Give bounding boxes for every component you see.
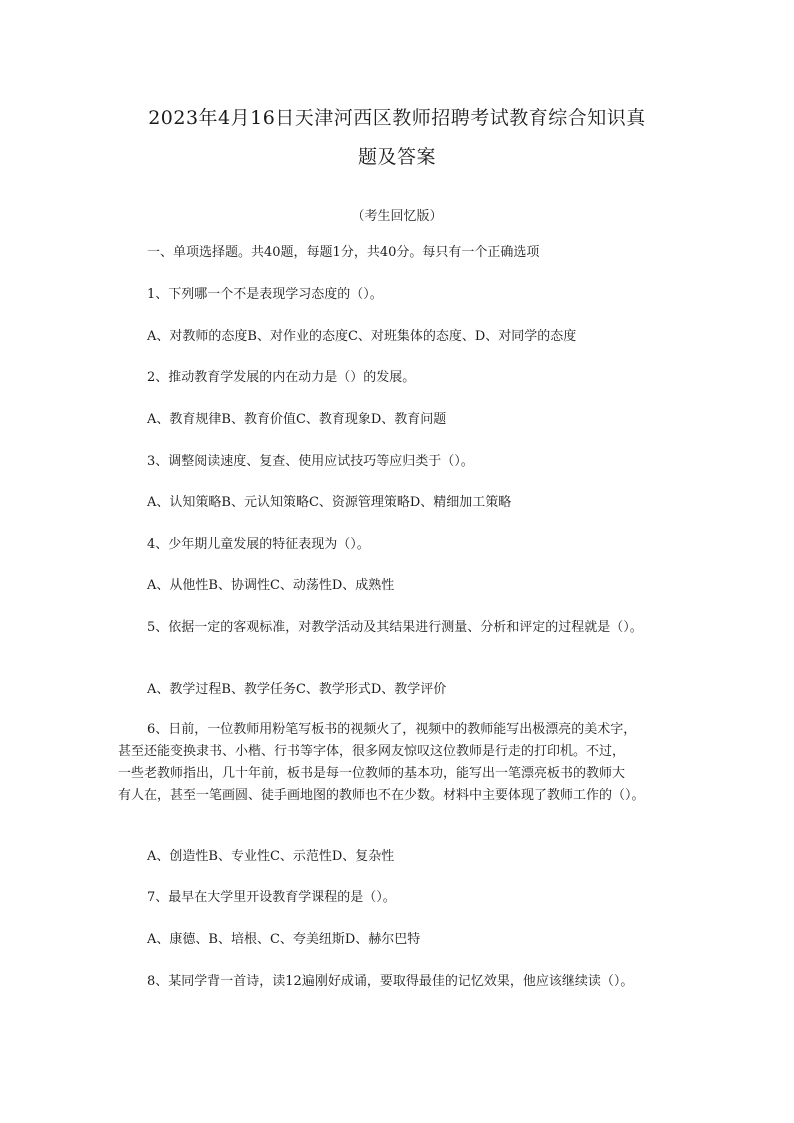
question-2-stem: 2、推动教育学发展的内在动力是（）的发展。 [147, 370, 416, 385]
question-6-stem-line: 一些老教师指出，几十年前，板书是每一位教师的基本功，能写出一笔漂亮板书的教师大 [118, 766, 626, 781]
question-1-options: A、对教师的态度B、对作业的态度C、对班集体的态度、D、对同学的态度 [147, 329, 577, 344]
question-6-stem-line: 6、日前，一位教师用粉笔写板书的视频火了，视频中的教师能写出极漂亮的美术字， [147, 722, 637, 737]
question-7-options: A、康德、B、培根、C、夸美纽斯D、赫尔巴特 [147, 932, 421, 947]
section-heading: 一、单项选择题。共40题，每题1分，共40分。每只有一个正确选项 [147, 245, 540, 260]
question-5-options: A、教学过程B、教学任务C、教学形式D、教学评价 [147, 682, 447, 697]
question-8-stem: 8、某同学背一首诗，读12遍刚好成诵，要取得最佳的记忆效果，他应该继续读（）。 [147, 974, 634, 989]
question-1-stem: 1、下列哪一个不是表现学习态度的（）。 [147, 287, 383, 302]
question-2-options: A、教育规律B、教育价值C、教育现象D、教育问题 [147, 412, 447, 427]
question-4-stem: 4、少年期儿童发展的特征表现为（）。 [147, 537, 370, 552]
question-7-stem: 7、最早在大学里开设教育学课程的是（）。 [147, 890, 396, 905]
question-6-stem-line: 有人在，甚至一笔画圆、徒手画地图的教师也不在少数。材料中主要体现了教师工作的（）。 [118, 788, 645, 803]
document-subtitle: （考生回忆版） [351, 209, 443, 224]
document-title-line-1: 2023年4月16日天津河西区教师招聘考试教育综合知识真 [148, 107, 646, 129]
question-3-stem: 3、调整阅读速度、复查、使用应试技巧等应归类于（）。 [147, 454, 474, 469]
question-5-stem: 5、依据一定的客观标准，对教学活动及其结果进行测量、分析和评定的过程就是（）。 [147, 620, 643, 635]
question-6-stem [118, 719, 698, 807]
question-3-options: A、认知策略B、元认知策略C、资源管理策略D、精细加工策略 [147, 495, 512, 510]
question-6-options: A、创造性B、专业性C、示范性D、复杂性 [147, 849, 395, 864]
question-4-options: A、从他性B、协调性C、动荡性D、成熟性 [147, 578, 395, 593]
document-title-line-2: 题及答案 [357, 146, 436, 168]
question-6-stem-line: 甚至还能变换隶书、小楷、行书等字体，很多网友惊叹这位教师是行走的打印机。不过， [118, 744, 626, 759]
